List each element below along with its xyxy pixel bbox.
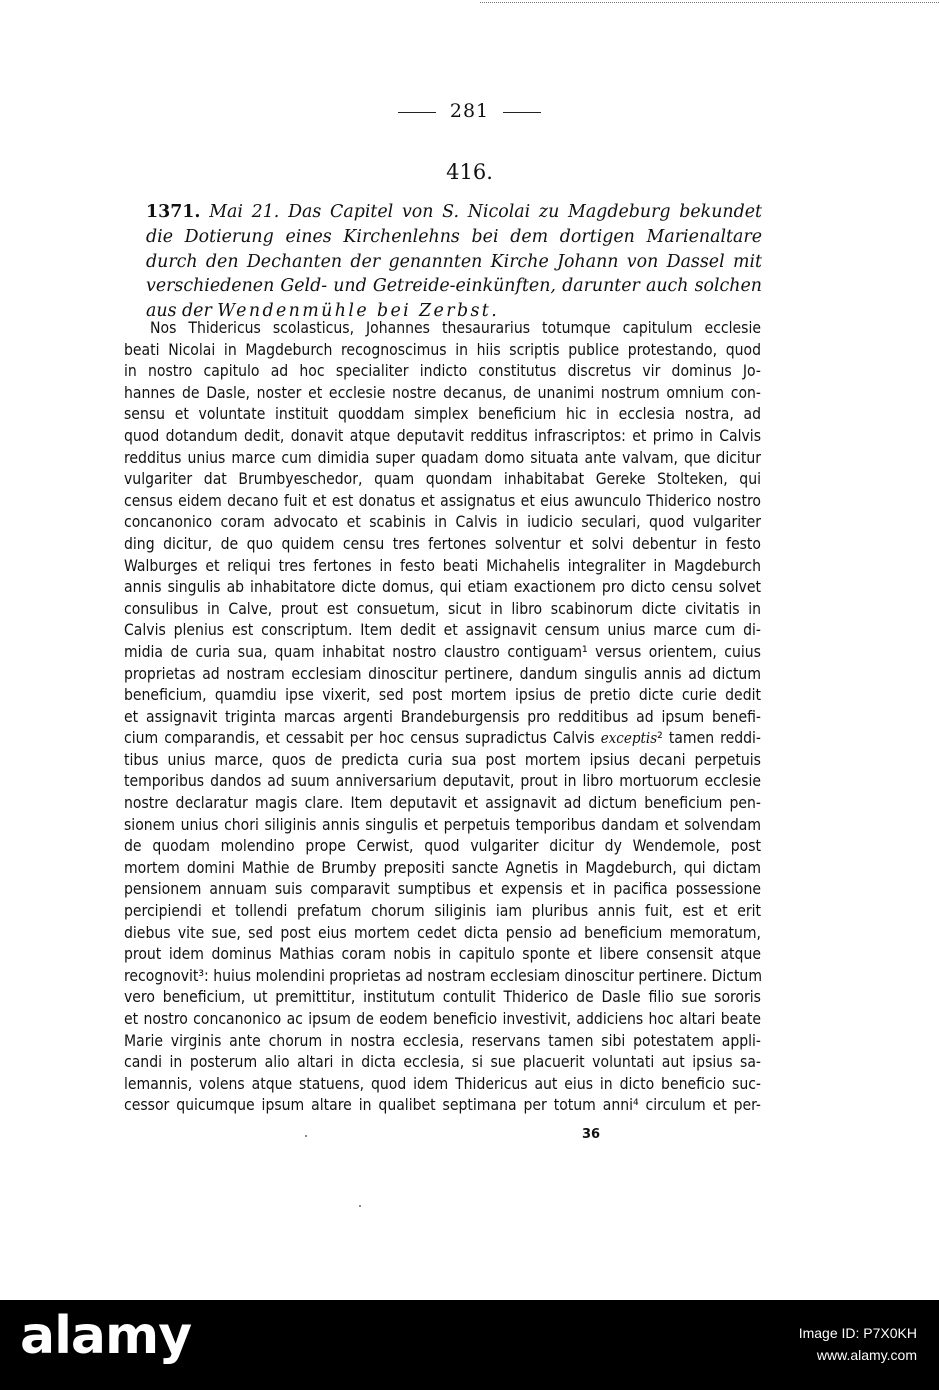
body-line: diebus vite sue, sed post eius mortem cedet dicta pensio ad beneficium memoratum, <box>124 923 761 942</box>
body-line: census eidem decano fuit et est donatus et assignatus et eius awunculo Thiderico nostro <box>124 491 761 510</box>
body-line: cium comparandis, et cessabit per hoc census supradictus Calvis exceptis² tamen reddi- <box>124 729 761 748</box>
italic-word: exceptis <box>600 729 658 748</box>
footer-image-id: Image ID: P7X0KH <box>798 1325 917 1341</box>
body-line: sensu et voluntate instituit quoddam simplex beneficium hic in ecclesia nostra, ad <box>124 405 761 424</box>
body-line: Walburges et reliqui tres fertones in festo beati Michahelis integraliter in Magdeburch <box>124 556 761 575</box>
page-number <box>0 100 939 122</box>
body-line: proprietas ad nostram ecclesiam dinoscitur pertinere, dandum singulis annis ad dictum <box>124 664 761 683</box>
body-line: annis singulis ab inhabitatore dicte domus, qui etiam exactionem pro dicto censu solvet <box>124 578 761 597</box>
document-body <box>124 318 761 1117</box>
body-line: beati Nicolai in Magdeburch recognoscimus in hiis scriptis publice protestando, quod <box>124 340 761 359</box>
footer-logo: alamy <box>20 1306 192 1366</box>
body-line: tibus unius marce, quos de predicta curia sua post mortem ipsius decani perpetuis <box>124 750 761 769</box>
body-line: mortem domini Mathie de Brumby prepositi sancte Agnetis in Magdeburch, qui dictam <box>124 858 761 877</box>
body-line: quod dotandum dedit, donavit atque deputavit redditus infrascriptos: et primo in Calvis <box>124 426 761 445</box>
body-line: nostre declaratur magis clare. Item deputavit et assignavit ad dictum beneficium pen- <box>124 794 761 813</box>
top-edge-rule <box>480 2 939 3</box>
signature-mark: 36 <box>582 1127 601 1142</box>
body-line: vulgariter dat Brumbyeschedor, quam quondam inhabitabat Gereke Stolteken, qui <box>124 470 761 489</box>
body-line: vero beneficium, ut premittitur, institutum contulit Thiderico de Dasle filio sue sororis <box>124 988 761 1007</box>
document-number: 416. <box>446 160 493 184</box>
body-line: candi in posterum alio altari in dicta ecclesia, si sue placuerit voluntati aut ipsius sa- <box>124 1053 761 1072</box>
body-line: sionem unius chori siliginis annis singulis et perpetuis temporibus dandam et solvendam <box>124 815 761 834</box>
body-line: et assignavit triginta marcas argenti Brandeburgensis pro redditibus ad ipsum benefi- <box>124 707 761 726</box>
body-line: Nos Thidericus scolasticus, Johannes thesaurarius totumque capitulum ecclesie <box>150 319 761 337</box>
body-line: hannes de Dasle, noster et ecclesie nostre decanus, de unanimi nostrum omnium con- <box>124 383 761 402</box>
body-line: et nostro concanonico ac ipsum de eodem beneficio investivit, addiciens hoc altari beate <box>124 1010 761 1028</box>
stray-dot <box>305 1135 307 1137</box>
body-line: de quodam molendino prope Cerwist, quod vulgariter dicitur dy Wendemole, post <box>124 837 761 856</box>
page-number-text: 281 <box>449 100 490 122</box>
body-line: lemannis, volens atque statuens, quod idem Thidericus aut eius in dicto beneficio suc- <box>124 1074 761 1093</box>
body-line: temporibus dandos ad suum anniversarium deputavit, prout in libro mortuorum ecclesie <box>124 772 761 791</box>
page-number-dash-left <box>398 112 436 113</box>
body-line: percipiendi et tollendi prefatum chorum siliginis iam pluribus annis fuit, est et erit <box>124 902 761 921</box>
body-line: ding dicitur, de quo quidem censu tres fertones solventur et solvi debentur in festo <box>124 534 761 553</box>
body-line: pensionem annuam suis comparavit sumptibus et expensis et in pacifica possessione <box>124 880 761 899</box>
page-number-dash-right <box>503 112 541 113</box>
body-line: redditus unius marce cum dimidia super quadam domo situata ante valvam, que dicitur <box>124 448 761 467</box>
body-line: midia de curia sua, quam inhabitat nostro claustro contiguam¹ versus orientem, cuius <box>124 642 761 661</box>
footer-site: www.alamy.com <box>816 1347 917 1363</box>
body-line: in nostro capitulo ad hoc specialiter indicto constitutus discretus vir dominus Jo- <box>124 362 761 381</box>
body-line: prout idem dominus Mathias coram nobis in capitulo sponte et libere consensit atque <box>124 945 761 964</box>
stray-dot <box>359 1205 361 1207</box>
body-line: beneficium, quamdiu ipse vixerit, sed post mortem ipsius de pretio dicte curie dedit <box>124 686 761 705</box>
body-line: Marie virginis ante chorum in nostra ecclesia, reservans tamen sibi potestatem appli- <box>124 1031 761 1050</box>
regest-day: Mai 21. <box>209 202 280 222</box>
regest-year: 1371. <box>146 202 201 222</box>
footer-id <box>799 1322 917 1366</box>
regest-spaced-text: Wendenmühle bei Zerbst. <box>217 301 500 322</box>
regest-text: Das Capitel von S. Nicolai zu Magdeburg bekundet die Dotierung eines Kirchenlehns bei dem dortigen Marienaltare durch den Dechanten der genannten Kirche Johann von Dassel mit verschiedenen Geld- und Getreide-einkünften, darunter auch solchen aus der <box>146 202 763 322</box>
body-line: concanonico coram advocato et scabinis in Calvis in iudicio seculari, quod vulgariter <box>124 513 761 532</box>
body-line: consulibus in Calve, prout est consuetum, sicut in libro scabinorum dicte civitatis in <box>124 599 761 618</box>
body-line: cessor quicumque ipsum altare in qualibet septimana per totum anni⁴ circulum et per- <box>124 1096 761 1115</box>
regest-heading <box>146 200 762 324</box>
body-line: Calvis plenius est conscriptum. Item dedit et assignavit censum unius marce cum di- <box>124 621 761 640</box>
body-line: recognovit³: huius molendini proprietas ad nostram ecclesiam dinoscitur pertinere. Dictum <box>124 966 762 985</box>
